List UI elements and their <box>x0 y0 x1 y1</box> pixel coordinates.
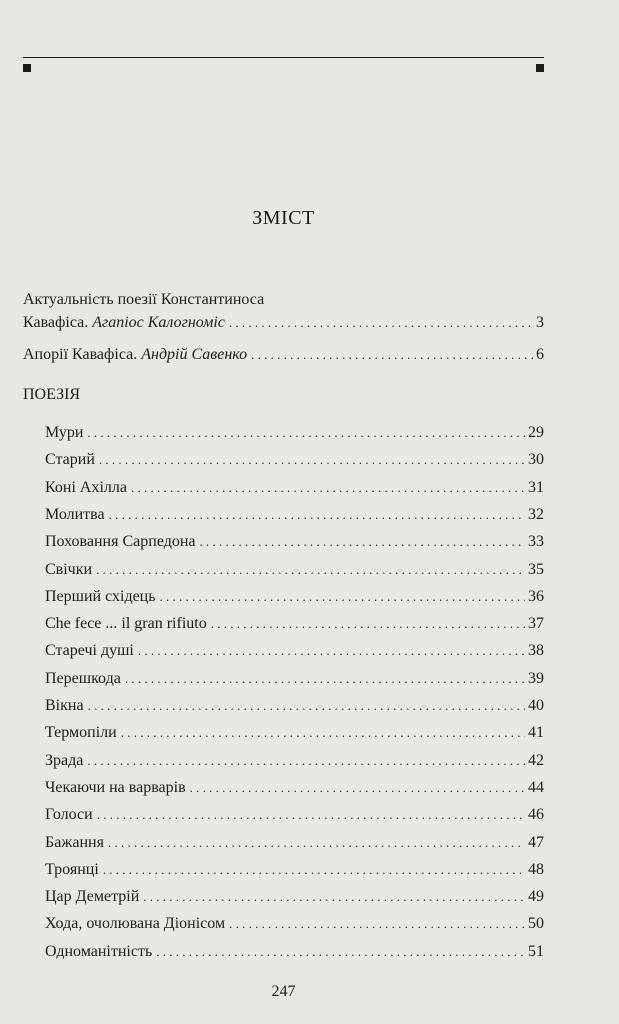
toc-entry-page: 50 <box>528 915 544 932</box>
toc-entry-page: 30 <box>528 451 544 468</box>
toc-entry-title: Голоси <box>45 806 93 823</box>
dot-leader <box>229 914 525 934</box>
toc-entry <box>45 669 544 689</box>
toc-entry-page: 37 <box>528 615 544 632</box>
toc-entry-title: Старечі душі <box>45 642 134 659</box>
dot-leader <box>211 614 525 634</box>
intro-entry-1 <box>23 313 544 333</box>
toc-entry-title: Перший східець <box>45 588 156 605</box>
dot-leader <box>143 887 525 907</box>
toc-entry-page: 42 <box>528 752 544 769</box>
intro-entry-1-line1: Актуальність поезії Константиноса <box>23 291 265 308</box>
toc-entry-page: 29 <box>528 424 544 441</box>
toc-entry <box>45 887 544 907</box>
toc-entry-title: Перешкода <box>45 670 121 687</box>
toc-entry-page: 47 <box>528 834 544 851</box>
toc-entry <box>45 914 544 934</box>
toc-entry <box>45 641 544 661</box>
dot-leader <box>109 505 525 525</box>
toc-entry <box>45 751 544 771</box>
dot-leader <box>97 805 525 825</box>
toc-entry <box>45 723 544 743</box>
left-square-mark <box>23 64 31 72</box>
toc-entry-page: 48 <box>528 861 544 878</box>
toc-entry <box>45 560 544 580</box>
toc-entry-title: Зрада <box>45 752 84 769</box>
toc-entry-page: 49 <box>528 888 544 905</box>
toc-entry <box>45 696 544 716</box>
toc-entry-title: Коні Ахілла <box>45 479 127 496</box>
toc-entry <box>45 860 544 880</box>
toc-entry-page: 46 <box>528 806 544 823</box>
dot-leader <box>200 532 525 552</box>
toc-entry-page: 40 <box>528 697 544 714</box>
toc-entry <box>45 450 544 470</box>
dot-leader <box>87 423 525 443</box>
toc-entry <box>45 805 544 825</box>
toc-entry-title: Свічки <box>45 561 93 578</box>
toc-entry-title: Одноманітність <box>45 943 153 960</box>
dot-leader <box>88 696 525 716</box>
dot-leader <box>138 641 525 661</box>
dot-leader <box>125 669 525 689</box>
intro-entry-1-title: Кавафіса. Агапіос Калогноміс <box>23 314 225 331</box>
dot-leader <box>251 345 533 365</box>
toc-entry-page: 32 <box>528 506 544 523</box>
toc-entry-page: 36 <box>528 588 544 605</box>
dot-leader <box>121 723 525 743</box>
dot-leader <box>87 751 525 771</box>
toc-entry-page: 33 <box>528 533 544 550</box>
toc-entry <box>45 587 544 607</box>
intro-entry-1-page: 3 <box>536 314 544 331</box>
intro-entry-2-author: Андрій Савенко <box>141 346 248 363</box>
intro-entry-2 <box>23 345 544 365</box>
dot-leader <box>229 313 533 333</box>
dot-leader <box>160 587 525 607</box>
toc-entry-title: Вікна <box>45 697 84 714</box>
toc-entry-page: 35 <box>528 561 544 578</box>
toc-entry-page: 38 <box>528 642 544 659</box>
toc-entry <box>45 532 544 552</box>
dot-leader <box>156 942 525 962</box>
toc-entry-page: 39 <box>528 670 544 687</box>
toc-entry <box>45 614 544 634</box>
section-title: ПОЕЗІЯ <box>23 386 81 403</box>
dot-leader <box>99 450 525 470</box>
toc-entry-title: Молитва <box>45 506 105 523</box>
toc-entry-title: Che fece ... il gran rifiuto <box>45 615 207 632</box>
toc-entry-title: Поховання Сарпедона <box>45 533 196 550</box>
toc-entry-page: 51 <box>528 943 544 960</box>
toc-entry <box>45 833 544 853</box>
toc-entry-page: 41 <box>528 724 544 741</box>
dot-leader <box>190 778 525 798</box>
dot-leader <box>96 560 525 580</box>
toc-entry-title: Старий <box>45 451 95 468</box>
toc-entry-page: 31 <box>528 479 544 496</box>
toc-entry-title: Хода, очолювана Діонісом <box>45 915 226 932</box>
contents-heading: ЗМІСТ <box>252 207 315 229</box>
intro-entry-2-page: 6 <box>536 346 544 363</box>
toc-entry-title: Троянці <box>45 861 99 878</box>
toc-entry <box>45 778 544 798</box>
dot-leader <box>131 478 525 498</box>
dot-leader <box>103 860 525 880</box>
toc-entry <box>45 505 544 525</box>
toc-entry-title: Бажання <box>45 834 104 851</box>
page-number: 247 <box>271 983 296 1000</box>
toc-entry-page: 44 <box>528 779 544 796</box>
intro-entry-1-author: Агапіос Калогноміс <box>92 314 225 331</box>
toc-entry <box>45 478 544 498</box>
intro-entry-2-title: Апорії Кавафіса. Андрій Савенко <box>23 346 248 363</box>
toc-entry-title: Термопіли <box>45 724 117 741</box>
toc-entry-title: Мури <box>45 424 84 441</box>
dot-leader <box>108 833 525 853</box>
right-square-mark <box>536 64 544 72</box>
toc-entry-title: Чекаючи на варварів <box>45 779 186 796</box>
header-rule <box>23 57 544 58</box>
toc-entry <box>45 942 544 962</box>
toc-entry-title: Цар Деметрій <box>45 888 140 905</box>
toc-entry <box>45 423 544 443</box>
